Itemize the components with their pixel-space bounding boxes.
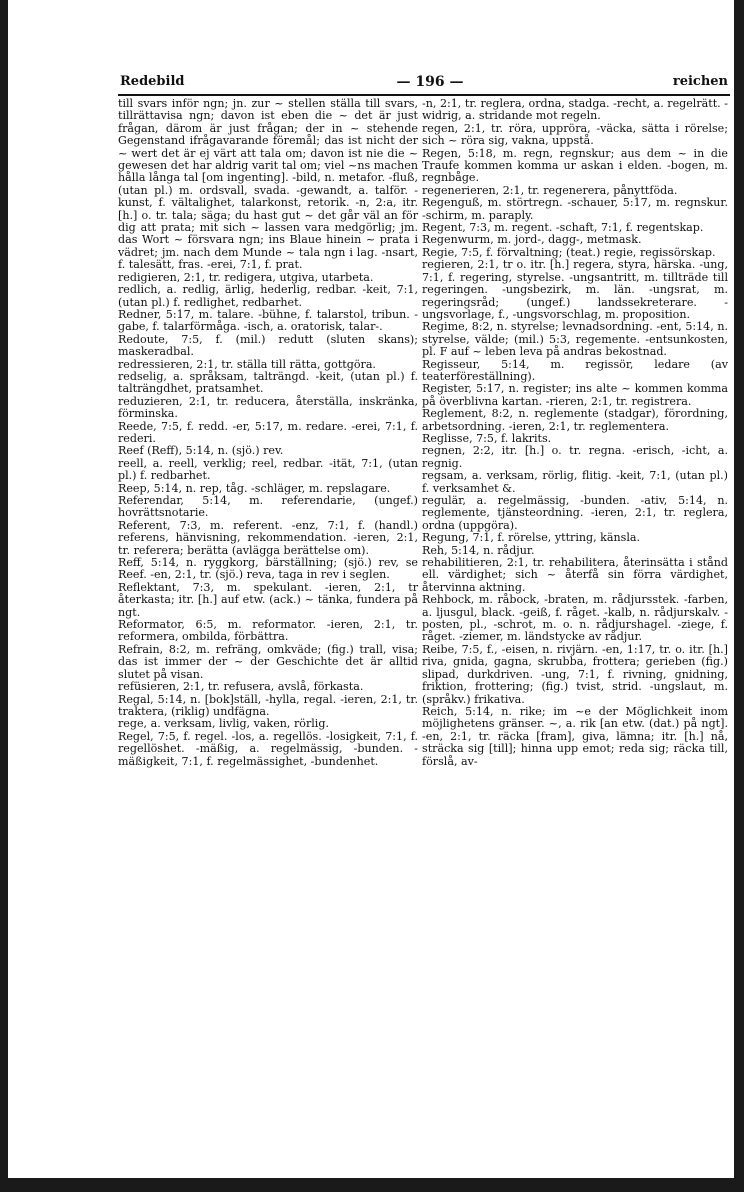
dictionary-entry: Reff, 5:14, n. ryggkorg, bärställning; (sjö.) rev, se Reef. -en, 2:1, tr. (sjö.) reva, taga in rev i seglen. <box>118 556 418 582</box>
dictionary-entry: Reformator, 6:5, m. reformator. -ieren, 2:1, tr. reformera, ombilda, förbättra. <box>118 618 418 644</box>
dictionary-entry: regnen, 2:2, itr. [h.] o. tr. regna. -erisch, -icht, a. regnig. <box>422 444 728 470</box>
dictionary-entry: Regime, 8:2, n. styrelse; levnadsordning. -ent, 5:14, n. styrelse, välde; (mil.) 5:3, regemente. -entsunkosten, pl. F auf ~ leben leva på andras bekostnad. <box>422 320 728 359</box>
dictionary-entry: reduzieren, 2:1, tr. reducera, återställa, inskränka, förminska. <box>118 394 418 421</box>
dictionary-entry: redlich, a. redlig, ärlig, hederlig, redbar. -keit, 7:1, (utan pl.) f. redlighet, redbarhet. <box>118 283 418 309</box>
dictionary-entry: Reibe, 7:5, f., -eisen, n. rivjärn. -en, 1:17, tr. o. itr. [h.] riva, gnida, gagna, skrubba, frottera; gerieben (fig.) slipad, durkdriven. -ung, 7:1, f. rivning, gnidning, friktion, frottering; (fig.) tvist, strid. -ungslaut, m. (språkv.) frikativa. <box>422 642 728 706</box>
header-last-word: reichen <box>672 74 728 89</box>
dictionary-entry: Redoute, 7:5, f. (mil.) redutt (sluten skans); maskeradbal. <box>118 332 418 359</box>
header-rule <box>118 94 730 96</box>
dictionary-entry: Reef (Reff), 5:14, n. (sjö.) rev. <box>118 444 284 458</box>
scan-edge-right <box>734 0 744 1192</box>
dictionary-entry: till svars inför ngn; jn. zur ~ stellen ställa till svars, tillrättavisa ngn; davon ist eben die ~ det är just frågan, därom är just frågan; der in ~ stehende Gegenstand ifrågavarande föremål; das ist nicht der ~ wert det är ej värt att tala om; davon ist nie die ~ gewesen det har aldrig varit tal om; viel ~ns machen hålla långa tal [om ingenting]. -bild, n. metafor. -fluß, (utan pl.) m. ordsvall, svada. -gewandt, a. talför. -kunst, f. vältalighet, talarkonst, retorik. -n, 2:a, itr. [h.] o. tr. tala; säga; du hast gut ~ det går väl an för dig att prata; mit sich ~ lassen vara medgörlig; jm. das Wort ~ försvara ngn; ins Blaue hinein ~ prata i vädret; jm. nach dem Munde ~ tala ngn i lag. -nsart, f. talesätt, fras. -erei, 7:1, f. prat. <box>118 97 418 272</box>
dictionary-entry: redselig, a. språksam, talträngd. -keit, (utan pl.) f. talträngdhet, pratsamhet. <box>118 369 418 396</box>
dictionary-entry: Regenguß, m. störtregn. -schauer, 5:17, m. regnskur. -schirm, m. paraply. <box>422 196 728 222</box>
dictionary-entry: Reflektant, 7:3, m. spekulant. -ieren, 2:1, tr återkasta; itr. [h.] auf etw. (ack.) ~ tänka, fundera på ngt. <box>118 580 418 619</box>
dictionary-entry: redigieren, 2:1, tr. redigera, utgiva, utarbeta. <box>118 270 374 284</box>
dictionary-entry: Regen, 5:18, m. regn, regnskur; aus dem ~ in die Traufe kommen komma ur askan i elden. -bogen, m. regnbåge. <box>422 146 728 185</box>
page-number: — 196 — <box>396 74 464 90</box>
dictionary-entry: regenerieren, 2:1, tr. regenerera, pånyttföda. <box>422 183 678 197</box>
dictionary-entry: Reede, 7:5, f. redd. -er, 5:17, m. redare. -erei, 7:1, f. rederi. <box>118 419 418 445</box>
dictionary-entry: reell, a. reell, verklig; reel, redbar. -ität, 7:1, (utan pl.) f. redbarhet. <box>118 456 418 483</box>
dictionary-entry: regulär, a. regelmässig, -bunden. -ativ, 5:14, n. reglemente, tjänsteordning. -ieren, 2:1, tr. reglera, ordna (uppgöra). <box>422 494 728 532</box>
scan-edge-bottom <box>0 1178 744 1192</box>
dictionary-entry: Reh, 5:14, n. rådjur. <box>422 543 535 557</box>
dictionary-entry: Register, 5:17, n. register; ins alte ~ kommen komma på överblivna kartan. -rieren, 2:1, tr. registrera. <box>422 382 728 408</box>
scan-edge-left <box>0 0 8 1192</box>
dictionary-entry: Reglement, 8:2, n. reglemente (stadgar), förordning, arbetsordning. -ieren, 2:1, tr. reglementera. <box>422 407 728 433</box>
left-column <box>118 98 418 768</box>
dictionary-entry: refüsieren, 2:1, tr. refusera, avslå, förkasta. <box>118 680 364 694</box>
right-column <box>422 98 728 768</box>
running-header <box>120 74 728 96</box>
header-first-word: Redebild <box>120 74 185 89</box>
dictionary-entry: regieren, 2:1, tr o. itr. [h.] regera, styra, härska. -ung, 7:1, f. regering, styrelse. -ungsantritt, m. tillträde till regeringen. -ungsbezirk, m. län. -ungsrat, m. regeringsråd; (ungef.) landssekreterare. -ungsvorlage, f., -ungsvorschlag, m. proposition. <box>422 258 728 321</box>
dictionary-entry: rege, a. verksam, livlig, vaken, rörlig. <box>118 717 329 731</box>
dictionary-entry: Refrain, 8:2, m. refräng, omkväde; (fig.) trall, visa; das ist immer der ~ der Geschichte det är alltid slutet på visan. <box>118 642 418 681</box>
dictionary-entry: Reich, 5:14, n. rike; im ~e der Möglichkeit inom möjlighetens gränser. ~, a. rik [an etw. (dat.) på ngt]. -en, 2:1, tr. räcka [fram], giva, lämna; itr. [h.] nå, sträcka sig [till]; hinna upp emot; reda sig; räcka till, förslå, av- <box>422 704 728 768</box>
dictionary-entry: Regal, 5:14, n. [bok]ställ, -hylla, regal. -ieren, 2:1, tr. traktera, (riklig) undfägna. <box>118 692 418 718</box>
dictionary-entry: regen, 2:1, tr. röra, uppröra, -väcka, sätta i rörelse; sich ~ röra sig, vakna, uppstå. <box>422 121 728 148</box>
dictionary-entry: rehabilitieren, 2:1, tr. rehabilitera, återinsätta i stånd ell. värdighet; sich ~ återfå sin förra värdighet, återvinna aktning. <box>422 556 728 594</box>
dictionary-entry: Referent, 7:3, m. referent. -enz, 7:1, f. (handl.) referens, hänvisning, rekommendation. -ieren, 2:1, tr. referera; berätta (avlägga berättelse om). <box>118 518 418 557</box>
dictionary-entry: Reep, 5:14, n. rep, tåg. -schläger, m. repslagare. <box>118 481 391 495</box>
dictionary-entry: Regenwurm, m. jord-, dagg-, metmask. <box>422 233 642 247</box>
dictionary-entry: -n, 2:1, tr. reglera, ordna, stadga. -recht, a. regelrätt. -widrig, a. stridande mot regeln. <box>422 97 728 123</box>
dictionary-entry: Rehbock, m. råbock, -braten, m. rådjursstek. -farben, a. ljusgul, black. -geiß, f. råget. -kalb, n. rådjurskalv. -posten, pl., -schrot, m. o. n. rådjurshagel. -ziege, f. råget. -ziemer, m. ländstycke av rådjur. <box>422 593 728 644</box>
dictionary-entry: Regisseur, 5:14, m. regissör, ledare (av teaterföreställning). <box>422 357 728 383</box>
dictionary-entry: regsam, a. verksam, rörlig, flitig. -keit, 7:1, (utan pl.) f. verksamhet &. <box>422 469 728 495</box>
dictionary-entry: redressieren, 2:1, tr. ställa till rätta, gottgöra. <box>118 357 376 371</box>
dictionary-entry: Regel, 7:5, f. regel. -los, a. regellös. -losigkeit, 7:1, f. regellöshet. -mäßig, a. regelmässig, -bunden. -mäßigkeit, 7:1, f. regelmässighet, -bundenhet. <box>118 729 418 768</box>
dictionary-entry: Regung, 7:1, f. rörelse, yttring, känsla. <box>422 531 641 545</box>
dictionary-entry: Referendar, 5:14, m. referendarie, (ungef.) hovrättsnotarie. <box>118 494 418 520</box>
dictionary-entry: Regie, 7:5, f. förvaltning; (teat.) regie, regissörskap. <box>422 245 716 259</box>
dictionary-entry: Regent, 7:3, m. regent. -schaft, 7:1, f. regentskap. <box>422 221 704 235</box>
dictionary-entry: Redner, 5:17, m. talare. -bühne, f. talarstol, tribun. -gabe, f. talarförmåga. -isch, a. oratorisk, talar-. <box>118 307 418 334</box>
dictionary-entry: Reglisse, 7:5, f. lakrits. <box>422 431 552 445</box>
